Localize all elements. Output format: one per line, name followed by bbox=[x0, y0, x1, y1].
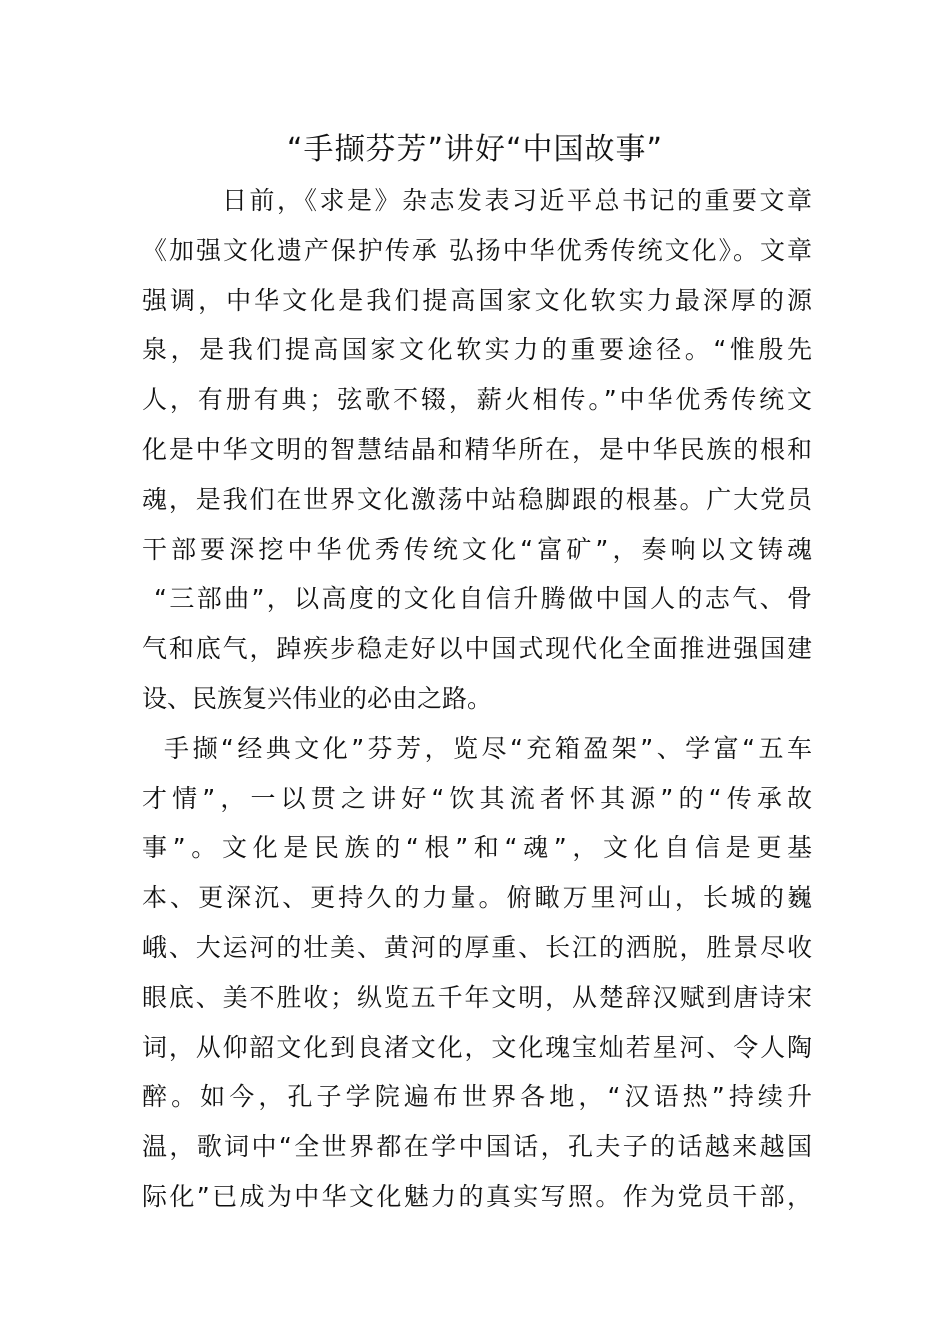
paragraph-line: 日前，《求是》杂志发表习近平总书记的重要文章 bbox=[222, 186, 812, 215]
paragraph-line: 峨、大运河的壮美、黄河的厚重、长江的洒脱，胜景尽收 bbox=[142, 932, 812, 962]
paragraph-line: 《加强文化遗产保护传承 弘扬中华优秀传统文化》。文章 bbox=[142, 235, 812, 265]
paragraph-2 bbox=[142, 728, 812, 1226]
paragraph-line: “三部曲”，以高度的文化自信升腾做中国人的志气、骨 bbox=[154, 584, 812, 614]
paragraph-line: 强调，中华文化是我们提高国家文化软实力最深厚的源 bbox=[142, 285, 812, 315]
paragraph-line: 人，有册有典；弦歌不辍，薪火相传。”中华优秀传统文 bbox=[142, 385, 812, 415]
paragraph-line: 干部要深挖中华优秀传统文化“富矿”，奏响以文铸魂 bbox=[142, 534, 812, 564]
paragraph-line: 事”。文化是民族的“根”和“魂”，文化自信是更基 bbox=[142, 833, 812, 863]
paragraph-1 bbox=[142, 180, 812, 728]
paragraph-line: 气和底气，踔疾步稳走好以中国式现代化全面推进强国建 bbox=[142, 634, 812, 664]
paragraph-line: 化是中华文明的智慧结晶和精华所在，是中华民族的根和 bbox=[142, 434, 812, 464]
paragraph-line: 手撷“经典文化”芬芳，览尽“充箱盈架”、学富“五车 bbox=[164, 733, 812, 763]
paragraph-line: 设、民族复兴伟业的必由之路。 bbox=[142, 683, 493, 713]
paragraph-line: 魂，是我们在世界文化激荡中站稳脚跟的根基。广大党员 bbox=[142, 484, 812, 514]
paragraph-line: 眼底、美不胜收；纵览五千年文明，从楚辞汉赋到唐诗宋 bbox=[142, 982, 812, 1012]
paragraph-line: 际化”已成为中华文化魅力的真实写照。作为党员干部， bbox=[142, 1181, 812, 1211]
document-body bbox=[142, 180, 812, 1226]
paragraph-line: 泉，是我们提高国家文化软实力的重要途径。“惟殷先 bbox=[142, 335, 812, 365]
paragraph-line: 词，从仰韶文化到良渚文化，文化瑰宝灿若星河、令人陶 bbox=[142, 1032, 812, 1062]
paragraph-line: 才情”，一以贯之讲好“饮其流者怀其源”的“传承故 bbox=[142, 783, 812, 813]
document-title: “手撷芬芳”讲好“中国故事” bbox=[286, 132, 664, 167]
paragraph-line: 本、更深沉、更持久的力量。俯瞰万里河山，长城的巍 bbox=[142, 883, 812, 913]
paragraph-line: 醉。如今，孔子学院遍布世界各地，“汉语热”持续升 bbox=[142, 1082, 812, 1112]
paragraph-line: 温，歌词中“全世界都在学中国话，孔夫子的话越来越国 bbox=[142, 1132, 812, 1162]
